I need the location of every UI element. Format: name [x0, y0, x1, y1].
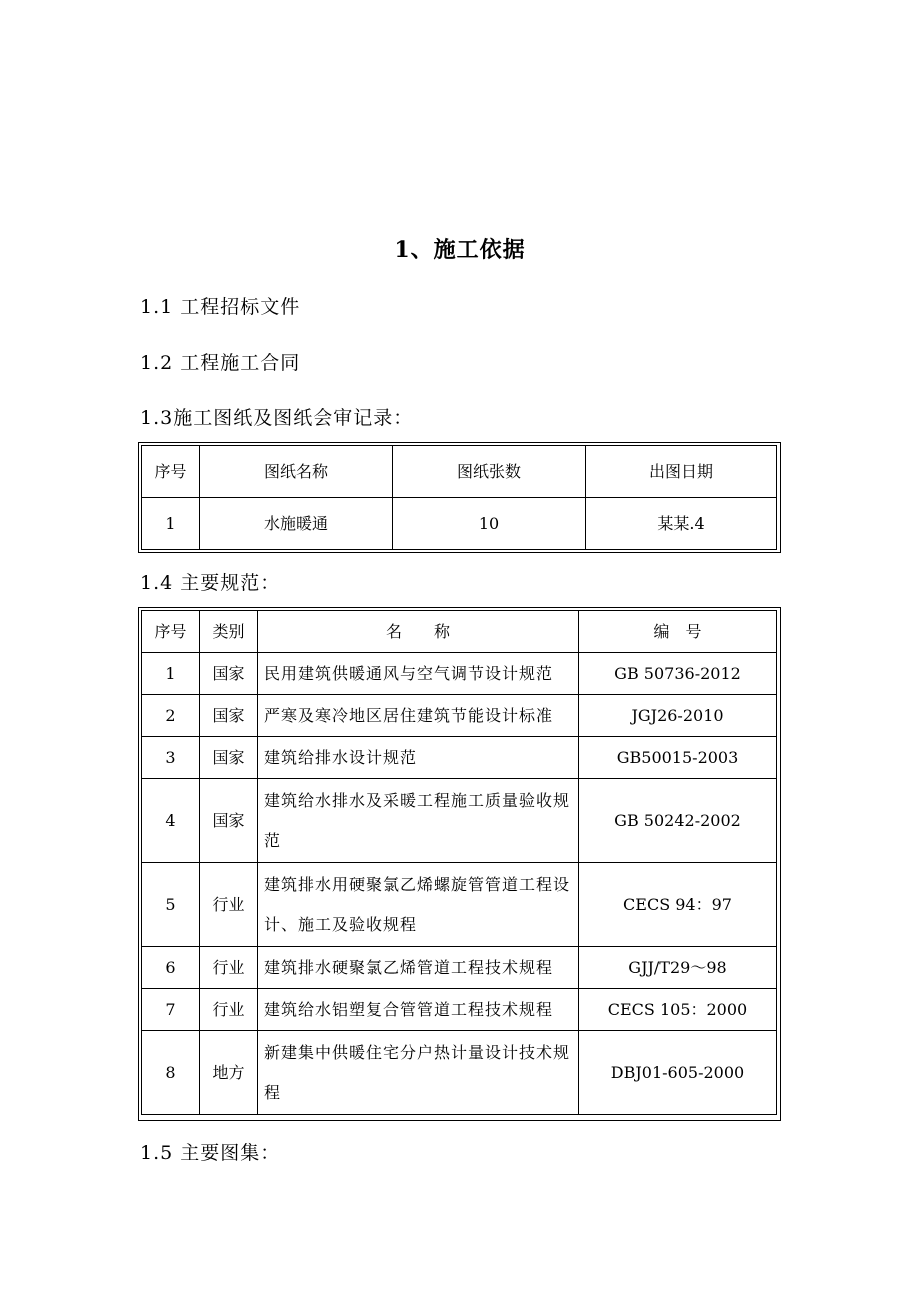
- header-cell: 出图日期: [586, 446, 777, 498]
- header-cell: 类别: [200, 611, 258, 653]
- table-row: [142, 498, 777, 550]
- table-cell: CECS 94：97: [579, 863, 777, 947]
- table-cell: 地方: [200, 1031, 258, 1115]
- table-cell: 10: [393, 498, 586, 550]
- header-cell: 名 称: [258, 611, 579, 653]
- table-cell: 某某.4: [586, 498, 777, 550]
- page-title: 1、施工依据: [394, 237, 526, 263]
- header-cell: 序号: [142, 446, 200, 498]
- table-cell: 行业: [200, 947, 258, 989]
- table-cell: GJJ/T29～98: [579, 947, 777, 989]
- section-1-4: 1.4 主要规范：: [140, 572, 281, 594]
- table-cell: 水施暖通: [200, 498, 393, 550]
- table-cell: 民用建筑供暖通风与空气调节设计规范: [258, 653, 579, 695]
- table-cell: 7: [142, 989, 200, 1031]
- table-cell: 建筑排水硬聚氯乙烯管道工程技术规程: [258, 947, 579, 989]
- header-cell: 图纸张数: [393, 446, 586, 498]
- table-cell: GB50015-2003: [579, 737, 777, 779]
- table-row: [142, 989, 777, 1031]
- table-cell: 建筑给排水设计规范: [258, 737, 579, 779]
- section-1-2: 1.2 工程施工合同: [140, 352, 301, 374]
- table-cell: 4: [142, 779, 200, 863]
- table-cell: 3: [142, 737, 200, 779]
- table-cell: GB 50242-2002: [579, 779, 777, 863]
- section-1-1: 1.1 工程招标文件: [140, 296, 301, 318]
- table-row: [142, 653, 777, 695]
- table-cell: 6: [142, 947, 200, 989]
- table-cell: 新建集中供暖住宅分户热计量设计技术规程: [258, 1031, 579, 1115]
- table-cell: 建筑给水排水及采暖工程施工质量验收规范: [258, 779, 579, 863]
- standards-table: [141, 610, 777, 1115]
- drawings-table: [141, 445, 777, 550]
- table-row: [142, 779, 777, 863]
- table-cell: 1: [142, 498, 200, 550]
- table-cell: 2: [142, 695, 200, 737]
- header-cell: 图纸名称: [200, 446, 393, 498]
- header-cell: 编 号: [579, 611, 777, 653]
- table-cell: 国家: [200, 737, 258, 779]
- table-cell: 5: [142, 863, 200, 947]
- table-cell: 建筑给水铝塑复合管管道工程技术规程: [258, 989, 579, 1031]
- table-header-row: [142, 611, 777, 653]
- table-row: [142, 737, 777, 779]
- table-cell: JGJ26-2010: [579, 695, 777, 737]
- table-cell: 建筑排水用硬聚氯乙烯螺旋管管道工程设计、施工及验收规程: [258, 863, 579, 947]
- table-cell: 国家: [200, 779, 258, 863]
- table-cell: 行业: [200, 989, 258, 1031]
- table-row: [142, 695, 777, 737]
- table-row: [142, 947, 777, 989]
- table-cell: 国家: [200, 653, 258, 695]
- table-cell: 8: [142, 1031, 200, 1115]
- section-1-3: 1.3施工图纸及图纸会审记录：: [140, 407, 414, 429]
- table-cell: 1: [142, 653, 200, 695]
- table-row: [142, 1031, 777, 1115]
- table-header-row: [142, 446, 777, 498]
- table-cell: DBJ01-605-2000: [579, 1031, 777, 1115]
- table-cell: CECS 105：2000: [579, 989, 777, 1031]
- header-cell: 序号: [142, 611, 200, 653]
- table-cell: GB 50736-2012: [579, 653, 777, 695]
- table-cell: 国家: [200, 695, 258, 737]
- table-row: [142, 863, 777, 947]
- section-1-5: 1.5 主要图集：: [140, 1142, 281, 1164]
- table-cell: 行业: [200, 863, 258, 947]
- table-cell: 严寒及寒冷地区居住建筑节能设计标准: [258, 695, 579, 737]
